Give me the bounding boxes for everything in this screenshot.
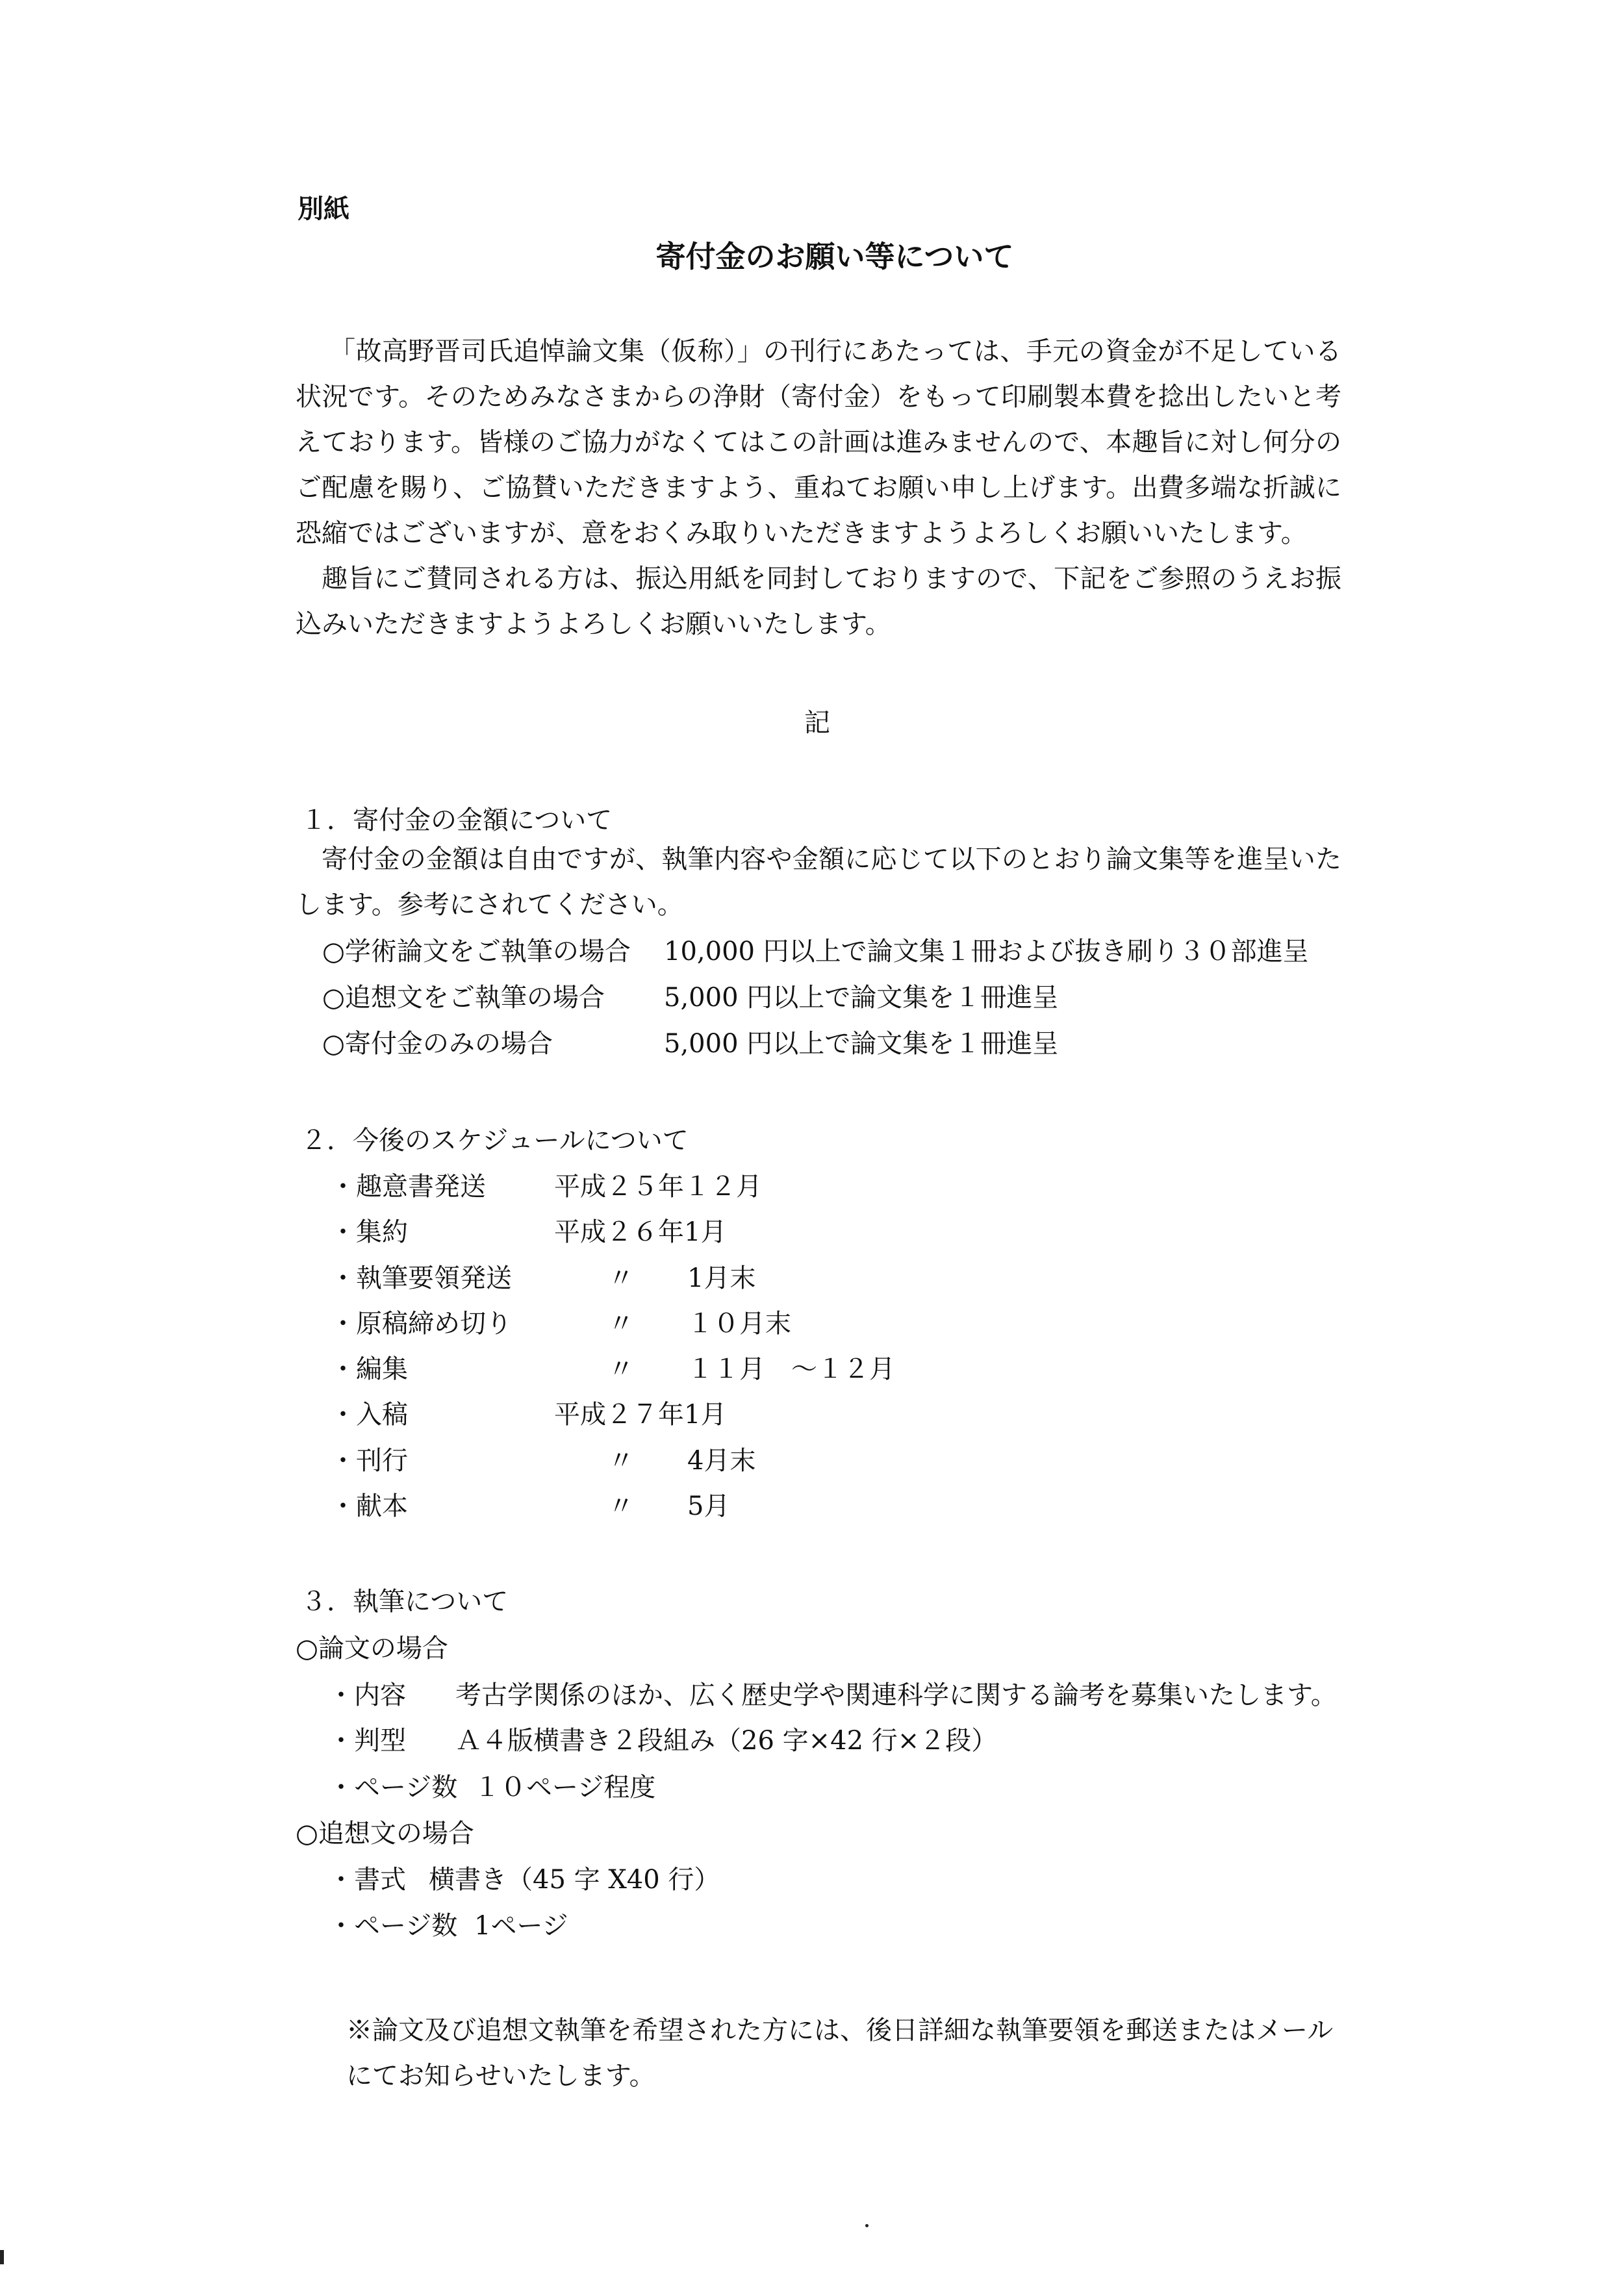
- schedule-item-date: １０月末: [687, 1309, 791, 1339]
- ronbun-heading: ○論文の場合: [296, 1634, 448, 1663]
- intro-paragraph-2: 趣旨にご賛同される方は、振込用紙を同封しておりますので、下記をご参照のうえお振込みいただきますようよろしくお願いいたします。: [296, 564, 1341, 639]
- donation-row-value: 5,000 円以上で論文集を１冊進呈: [664, 1029, 1059, 1059]
- attachment-label: 別紙: [298, 194, 349, 224]
- donation-row-value: 5,000 円以上で論文集を１冊進呈: [664, 983, 1059, 1013]
- writing-note: ※論文及び追想文執筆を希望された方には、後日詳細な執筆要領を郵送またはメールにてお知らせいたします。: [346, 2016, 1334, 2091]
- schedule-item-date: 1月末: [687, 1263, 756, 1293]
- schedule-ditto-mark: 〃: [608, 1446, 634, 1476]
- intro-paragraph-1: 「故高野晋司氏追悼論文集（仮称）」の刊行にあたっては、手元の資金が不足している状況です。そのためみなさまからの浄財（寄付金）をもって印刷製本費を捻出したいと考えております。皆様のご協力がなくてはこの計画は進みませんので、本趣旨に対し何分のご配慮を賜り、ご協賛いただきますよう、重ねてお願い申し上げます。出費多端な折誠に恐縮ではございますが、意をおくみ取りいただきますようよろしくお願いいたします。: [296, 336, 1341, 548]
- schedule-item-label: ・趣意書発送: [330, 1172, 486, 1202]
- schedule-item-label: ・刊行: [330, 1446, 408, 1476]
- scan-speck: [865, 2224, 869, 2227]
- ronbun-spec-value: 考古学関係のほか、広く歴史学や関連科学に関する論考を募集いたします。: [455, 1680, 1337, 1710]
- schedule-ditto-mark: 〃: [608, 1263, 634, 1293]
- donation-row-label: ○寄付金のみの場合: [322, 1029, 553, 1059]
- schedule-item-label: ・編集: [330, 1354, 408, 1384]
- schedule-item-date: 平成２６年1月: [554, 1217, 727, 1247]
- schedule-ditto-mark: 〃: [608, 1491, 634, 1521]
- ronbun-spec-label: ・内容: [328, 1680, 406, 1710]
- schedule-item-label: ・献本: [330, 1491, 408, 1521]
- schedule-item-date: 平成２７年1月: [554, 1400, 727, 1430]
- schedule-item-date: 4月末: [687, 1446, 756, 1476]
- schedule-item-date: 平成２５年１２月: [554, 1172, 762, 1202]
- document-title: 寄付金のお願い等について: [655, 239, 1014, 274]
- donation-row-value: 10,000 円以上で論文集１冊および抜き刷り３０部進呈: [664, 937, 1309, 967]
- schedule-item-label: ・入稿: [330, 1400, 408, 1430]
- schedule-item-date: 5月: [687, 1491, 730, 1521]
- schedule-item-label: ・原稿締め切り: [330, 1309, 512, 1339]
- donation-row-label: ○学術論文をご執筆の場合: [322, 937, 631, 967]
- section3-heading: ３．執筆について: [301, 1587, 509, 1617]
- ki-mark: 記: [804, 708, 830, 738]
- schedule-item-label: ・執筆要領発送: [330, 1263, 512, 1293]
- schedule-item-date: １１月 ～１２月: [687, 1354, 895, 1384]
- section2-heading: ２．今後のスケジュールについて: [301, 1126, 689, 1156]
- ronbun-spec-label: ・判型: [328, 1726, 406, 1756]
- tsuiso-heading: ○追想文の場合: [296, 1819, 474, 1849]
- schedule-ditto-mark: 〃: [608, 1309, 634, 1339]
- schedule-ditto-mark: 〃: [608, 1354, 634, 1384]
- tsuiso-spec-value: 横書き（45 字 X40 行）: [429, 1865, 720, 1895]
- section1-body: 寄付金の金額は自由ですが、執筆内容や金額に応じて以下のとおり論文集等を進呈いたします。参考にされてください。: [296, 844, 1341, 920]
- donation-row-label: ○追想文をご執筆の場合: [322, 983, 605, 1013]
- scan-mark: [0, 2250, 4, 2264]
- ronbun-spec-value: １０ページ程度: [474, 1773, 656, 1802]
- tsuiso-spec-label: ・書式: [328, 1865, 406, 1895]
- ronbun-spec-label: ・ページ数: [328, 1773, 458, 1802]
- tsuiso-spec-label: ・ページ数: [328, 1911, 458, 1941]
- tsuiso-spec-value: 1ページ: [474, 1911, 568, 1941]
- ronbun-spec-value: Ａ４版横書き２段組み（26 字×42 行×２段）: [455, 1726, 998, 1756]
- schedule-item-label: ・集約: [330, 1217, 408, 1247]
- section1-heading: １．寄付金の金額について: [301, 805, 613, 835]
